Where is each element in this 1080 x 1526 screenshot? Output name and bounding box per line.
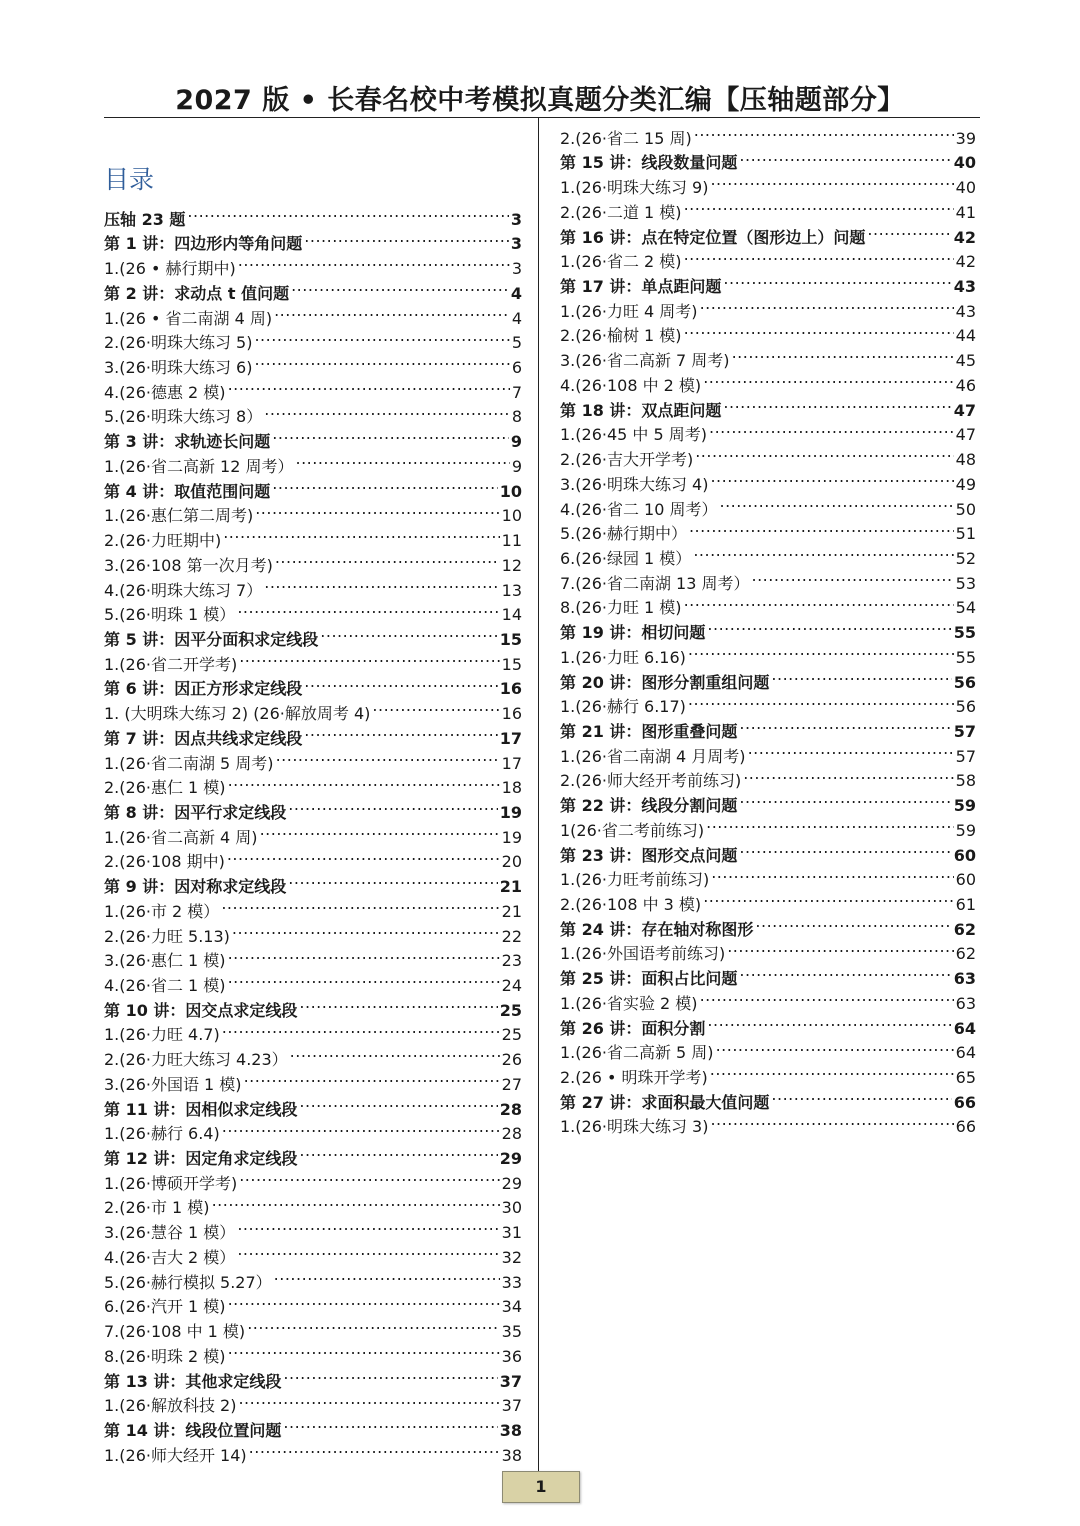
toc-dot-leader <box>723 391 951 416</box>
toc-entry-title: 第 15 讲：线段数量问题 <box>560 153 738 173</box>
toc-entry-page: 64 <box>953 1018 976 1038</box>
toc-entry-page: 52 <box>955 548 976 568</box>
toc-entry-page: 58 <box>955 771 976 791</box>
toc-entry-page: 60 <box>955 870 976 890</box>
toc-entry-page: 18 <box>501 778 522 798</box>
toc-dot-leader <box>720 490 954 515</box>
toc-dot-leader <box>689 515 954 540</box>
toc-dot-leader <box>743 762 953 787</box>
toc-entry-page: 44 <box>955 326 976 346</box>
toc-entry-title: 3.(26·明珠大练习 4) <box>560 474 709 494</box>
toc-entry-page: 14 <box>501 605 522 625</box>
toc-entry-title: 1.(26·省二南湖 5 周考) <box>104 753 274 773</box>
toc-dot-leader <box>752 564 954 589</box>
toc-entry-page: 29 <box>501 1173 522 1193</box>
toc-dot-leader <box>228 769 500 794</box>
toc-entry-title: 1.(26·省二南湖 4 月周考) <box>560 746 746 766</box>
toc-entry-title: 2.(26·吉大开学考) <box>560 450 694 470</box>
toc-entry-page: 37 <box>501 1396 522 1416</box>
toc-entry-page: 32 <box>501 1247 522 1267</box>
toc-entry-page: 15 <box>501 654 522 674</box>
toc-dot-leader <box>237 1213 499 1238</box>
toc-dot-leader <box>260 818 500 843</box>
toc-dot-leader <box>283 1362 497 1387</box>
toc-heading: 目录 <box>104 165 155 194</box>
toc-entry-title: 1.(26·力旺考前练习) <box>560 870 710 890</box>
toc-entry-page: 9 <box>511 456 522 476</box>
toc-entry-title: 1.(26·力旺 4.7) <box>104 1025 220 1045</box>
toc-entry-title: 1.(26 • 省二南湖 4 周) <box>104 308 273 328</box>
toc-entry-page: 3 <box>510 234 522 254</box>
toc-entry-page: 27 <box>501 1074 522 1094</box>
toc-dot-leader <box>732 341 954 366</box>
toc-entry-title: 1. (大明珠大练习 2) (26·解放周考 4) <box>104 704 371 724</box>
toc-entry-title: 第 18 讲：双点距问题 <box>560 400 722 420</box>
toc-entry-page: 53 <box>955 573 976 593</box>
toc-entry-page: 6 <box>511 358 522 378</box>
toc-dot-leader <box>707 613 951 638</box>
toc-entry-page: 13 <box>501 580 522 600</box>
toc-entry-title: 2.(26·力旺大练习 4.23） <box>104 1050 288 1070</box>
toc-dot-leader <box>221 892 499 917</box>
toc-entry-title: 2.(26·省二 15 周) <box>560 128 692 148</box>
toc-entry-title: 5.(26·明珠 1 模） <box>104 605 236 625</box>
toc-dot-leader <box>703 885 953 910</box>
toc-dot-leader <box>227 843 500 868</box>
toc-dot-leader <box>723 267 951 292</box>
toc-entry-title: 第 24 讲：存在轴对称图形 <box>560 919 754 939</box>
toc-entry-title: 3.(26·108 第一次月考) <box>104 555 273 575</box>
toc-entry-title: 1.(26·省二高新 12 周考） <box>104 456 294 476</box>
toc-dot-leader <box>688 638 954 663</box>
toc-entry-title: 1.(26·赫行 6.17) <box>560 697 686 717</box>
toc-entry-title: 4.(26·德惠 2 模) <box>104 382 226 402</box>
toc-entry-title: 第 12 讲：因定角求定线段 <box>104 1149 298 1169</box>
toc-entry-title: 2.(26·力旺 5.13) <box>104 926 230 946</box>
toc-dot-leader <box>706 811 954 836</box>
toc-dot-leader <box>228 942 500 967</box>
toc-entry-title: 第 8 讲：因平行求定线段 <box>104 802 287 822</box>
toc-entry-title: 6.(26·汽开 1 模) <box>104 1297 226 1317</box>
toc-entry-page: 17 <box>499 728 522 748</box>
toc-dot-leader <box>304 719 497 744</box>
toc-entry-page: 7 <box>511 382 522 402</box>
toc-entry-title: 2.(26·108 中 3 模) <box>560 895 702 914</box>
toc-entry-title: 1.(26·惠仁第二周考) <box>104 506 254 526</box>
toc-dot-leader <box>684 589 954 614</box>
toc-entry-page: 10 <box>501 506 522 526</box>
toc-dot-leader <box>237 1238 499 1263</box>
toc-dot-leader <box>254 324 509 349</box>
toc-dot-leader <box>716 1034 954 1059</box>
toc-entry-title: 1.(26·赫行 6.4) <box>104 1124 220 1144</box>
toc-entry-title: 2.(26·二道 1 模) <box>560 202 682 222</box>
toc-dot-leader <box>299 1090 497 1115</box>
toc-entry-title: 1.(26·力旺 6.16) <box>560 647 686 667</box>
toc-entry-title: 1.(26·省实验 2 模) <box>560 993 698 1013</box>
toc-entry-title: 第 27 讲：求面积最大值问题 <box>560 1092 770 1112</box>
toc-dot-leader <box>695 440 953 465</box>
toc-entry-page: 62 <box>955 944 976 964</box>
toc-entry-title: 2.(26·市 1 模) <box>104 1198 210 1218</box>
toc-dot-leader <box>228 966 500 991</box>
toc-right-column <box>560 119 976 1137</box>
toc-entry-page: 20 <box>501 852 522 872</box>
toc-entry-title: 第 9 讲：因对称求定线段 <box>104 877 287 897</box>
toc-dot-leader <box>684 243 954 268</box>
toc-entry-title: 1(26·省二考前练习) <box>560 820 705 840</box>
toc-entry-title: 第 23 讲：图形交点问题 <box>560 845 738 865</box>
toc-entry-page: 8 <box>511 407 522 427</box>
toc-entry-title: 1.(26·明珠大练习 9) <box>560 178 709 198</box>
toc-dot-leader <box>272 472 497 497</box>
toc-dot-leader <box>684 193 954 218</box>
toc-entry-page: 42 <box>955 252 976 272</box>
toc-entry-page: 60 <box>953 845 976 865</box>
toc-entry-page: 47 <box>955 425 976 445</box>
toc-dot-leader <box>304 670 497 695</box>
toc-entry-page: 11 <box>501 531 522 551</box>
toc-dot-leader <box>288 793 497 818</box>
toc-dot-leader <box>288 867 497 892</box>
toc-entry-page: 25 <box>501 1025 522 1045</box>
toc-entry-page: 31 <box>501 1223 522 1243</box>
toc-entry-page: 55 <box>953 623 976 643</box>
toc-dot-leader <box>275 546 500 571</box>
toc-entry-page: 54 <box>955 598 976 618</box>
toc-entry-title: 1.(26 • 赫行期中) <box>104 259 236 279</box>
toc-entry-title: 7.(26·108 中 1 模) <box>104 1322 246 1342</box>
toc-entry-page: 64 <box>955 1043 976 1063</box>
toc-entry-page: 3 <box>511 259 522 279</box>
toc-entry-page: 57 <box>955 746 976 766</box>
toc-entry-page: 28 <box>501 1124 522 1144</box>
toc-entry-title: 1.(26·省二开学考) <box>104 654 238 674</box>
toc-dot-leader <box>372 694 499 719</box>
toc-entry-title: 1.(26·师大经开 14) <box>104 1445 247 1465</box>
toc-entry-page: 15 <box>499 629 522 649</box>
toc-entry-title: 2.(26·师大经开考前练习) <box>560 771 742 791</box>
toc-entry-page: 9 <box>510 432 522 452</box>
toc-dot-leader <box>700 984 954 1009</box>
toc-entry-page: 57 <box>953 721 976 741</box>
toc-entry-page: 5 <box>511 333 522 353</box>
toc-entry-page: 26 <box>501 1050 522 1070</box>
toc-entry-title: 5.(26·明珠大练习 8） <box>104 407 263 427</box>
toc-dot-leader <box>727 935 953 960</box>
toc-entry-page: 47 <box>953 400 976 420</box>
toc-entry-page: 43 <box>953 277 976 297</box>
toc-entry-page: 59 <box>953 796 976 816</box>
toc-dot-leader <box>709 416 954 441</box>
toc-dot-leader <box>693 539 953 564</box>
toc-entry-page: 56 <box>955 697 976 717</box>
toc-entry-page: 16 <box>499 679 522 699</box>
toc-entry-title: 2.(26 • 明珠开学考) <box>560 1068 708 1088</box>
toc-entry-title: 压轴 23 题 <box>104 209 186 229</box>
toc-entry-page: 41 <box>955 202 976 222</box>
toc-dot-leader <box>867 218 951 243</box>
toc-dot-leader <box>290 1040 500 1065</box>
toc-entry-title: 3.(26·省二高新 7 周考) <box>560 351 730 371</box>
toc-entry-page: 4 <box>511 308 522 328</box>
toc-entry-title: 1.(26·解放科技 2) <box>104 1396 237 1416</box>
toc-entry-title: 第 25 讲：面积占比问题 <box>560 969 738 989</box>
toc-dot-leader <box>238 1387 499 1412</box>
toc-dot-leader <box>228 1288 500 1313</box>
toc-dot-leader <box>238 249 510 274</box>
toc-dot-leader <box>299 991 497 1016</box>
toc-entry-title: 4.(26·吉大 2 模） <box>104 1247 236 1267</box>
toc-dot-leader <box>304 225 509 250</box>
toc-dot-leader <box>223 521 499 546</box>
header-divider <box>104 117 980 118</box>
toc-entry-title: 1.(26·力旺 4 周考) <box>560 301 698 321</box>
toc-entry-page: 40 <box>953 153 976 173</box>
toc-dot-leader <box>684 317 954 342</box>
toc-entry-page: 25 <box>499 1000 522 1020</box>
toc-dot-leader <box>296 447 510 472</box>
toc-entry-page: 10 <box>499 481 522 501</box>
toc-entry-title: 7.(26·省二南湖 13 周考） <box>560 573 750 593</box>
toc-dot-leader <box>739 786 951 811</box>
toc-entry-page: 63 <box>955 993 976 1013</box>
toc-entry-page: 56 <box>953 672 976 692</box>
toc-item-entry[interactable] <box>560 119 976 148</box>
toc-entry-page: 43 <box>955 301 976 321</box>
toc-entry-title: 第 19 讲：相切问题 <box>560 623 706 643</box>
toc-entry-title: 第 17 讲：单点距问题 <box>560 277 722 297</box>
toc-dot-leader <box>299 1139 497 1164</box>
toc-dot-leader <box>237 596 499 621</box>
toc-entry-title: 8.(26·明珠 2 模) <box>104 1346 226 1366</box>
toc-entry-title: 1.(26·市 2 模） <box>104 901 220 921</box>
toc-dot-leader <box>276 744 500 769</box>
toc-entry-page: 28 <box>499 1099 522 1119</box>
toc-entry-page: 19 <box>499 802 522 822</box>
toc-dot-leader <box>239 645 499 670</box>
toc-dot-leader <box>739 144 951 169</box>
toc-entry-title: 6.(26·绿园 1 模） <box>560 548 692 568</box>
toc-dot-leader <box>748 737 954 762</box>
toc-entry-title: 第 1 讲：四边形内等角问题 <box>104 234 303 254</box>
toc-entry-title: 1.(26·外国语考前练习) <box>560 944 726 964</box>
toc-entry-page: 30 <box>501 1198 522 1218</box>
toc-dot-leader <box>283 1411 497 1436</box>
toc-entry-title: 5.(26·赫行模拟 5.27） <box>104 1272 272 1292</box>
toc-entry-page: 66 <box>953 1092 976 1112</box>
toc-dot-leader <box>272 422 509 447</box>
toc-entry-title: 第 10 讲：因交点求定线段 <box>104 1000 298 1020</box>
toc-entry-title: 第 5 讲：因平分面积求定线段 <box>104 629 319 649</box>
toc-dot-leader <box>771 663 951 688</box>
toc-dot-leader <box>255 497 499 522</box>
toc-entry-title: 1.(26·省二高新 4 周) <box>104 827 258 847</box>
toc-dot-leader <box>710 1058 954 1083</box>
toc-entry-page: 24 <box>501 976 522 995</box>
toc-entry-title: 第 11 讲：因相似求定线段 <box>104 1099 298 1119</box>
toc-dot-leader <box>320 620 497 645</box>
toc-entry-page: 49 <box>955 474 976 494</box>
toc-entry-title: 3.(26·惠仁 1 模) <box>104 951 226 971</box>
toc-entry-page: 36 <box>501 1346 522 1366</box>
toc-entry-page: 21 <box>501 901 522 921</box>
toc-dot-leader <box>700 292 954 317</box>
toc-dot-leader <box>703 366 953 391</box>
toc-dot-leader <box>688 688 954 713</box>
toc-entry-title: 第 21 讲：图形重叠问题 <box>560 721 738 741</box>
toc-entry-title: 第 14 讲：线段位置问题 <box>104 1420 282 1440</box>
toc-entry-title: 3.(26·明珠大练习 6) <box>104 358 253 378</box>
toc-entry-title: 第 20 讲：图形分割重组问题 <box>560 672 770 692</box>
toc-entry-title: 2.(26·108 期中) <box>104 852 225 872</box>
toc-entry-page: 46 <box>955 375 976 395</box>
toc-entry-page: 34 <box>501 1297 522 1317</box>
toc-entry-title: 第 26 讲：面积分割 <box>560 1018 706 1038</box>
toc-entry-page: 63 <box>953 969 976 989</box>
toc-dot-leader <box>228 373 510 398</box>
toc-entry-page: 4 <box>510 283 522 303</box>
toc-entry-title: 4.(26·108 中 2 模) <box>560 375 702 395</box>
toc-entry-title: 第 16 讲：点在特定位置（图形边上）问题 <box>560 227 866 247</box>
column-divider <box>538 117 539 1472</box>
toc-entry-page: 38 <box>501 1445 522 1465</box>
toc-entry-page: 35 <box>501 1322 522 1342</box>
toc-dot-leader <box>264 571 499 596</box>
toc-dot-leader <box>232 917 500 942</box>
toc-entry-title: 4.(26·省二 10 周考） <box>560 499 718 519</box>
toc-entry-title: 第 2 讲：求动点 t 值问题 <box>104 283 290 303</box>
document-title: 2027 版 • 长春名校中考模拟真题分类汇编【压轴题部分】 <box>175 85 905 116</box>
toc-entry-title: 1.(26·博硕开学考) <box>104 1173 238 1193</box>
toc-dot-leader <box>710 1108 953 1133</box>
toc-entry-page: 38 <box>499 1420 522 1440</box>
toc-entry-page: 29 <box>499 1149 522 1169</box>
toc-entry-page: 61 <box>955 895 976 914</box>
toc-dot-leader <box>771 1083 951 1108</box>
toc-dot-leader <box>222 1016 500 1041</box>
toc-entry-title: 4.(26·明珠大练习 7） <box>104 580 263 600</box>
toc-dot-leader <box>274 1263 500 1288</box>
toc-entry-page: 51 <box>955 524 976 544</box>
toc-entry-page: 50 <box>955 499 976 519</box>
toc-dot-leader <box>710 168 953 193</box>
toc-dot-leader <box>222 1115 500 1140</box>
toc-dot-leader <box>739 959 951 984</box>
toc-entry-title: 4.(26·省二 1 模) <box>104 976 226 995</box>
toc-entry-page: 23 <box>501 951 522 971</box>
toc-entry-title: 1.(26·45 中 5 周考) <box>560 425 707 445</box>
toc-dot-leader <box>274 299 510 324</box>
toc-entry-title: 2.(26·惠仁 1 模) <box>104 778 226 798</box>
toc-entry-page: 39 <box>955 128 976 148</box>
toc-entry-page: 12 <box>501 555 522 575</box>
toc-dot-leader <box>291 274 509 299</box>
toc-entry-page: 16 <box>501 704 522 724</box>
toc-entry-title: 8.(26·力旺 1 模) <box>560 598 682 618</box>
toc-section-entry[interactable] <box>104 200 522 229</box>
toc-entry-page: 55 <box>955 647 976 667</box>
page-number-badge: 1 <box>502 1471 580 1503</box>
toc-entry-title: 2.(26·力旺期中) <box>104 531 222 551</box>
toc-dot-leader <box>711 861 953 886</box>
toc-dot-leader <box>247 1312 499 1337</box>
toc-entry-title: 1.(26·省二高新 5 周) <box>560 1043 714 1063</box>
toc-entry-page: 59 <box>955 820 976 840</box>
toc-dot-leader <box>228 1337 500 1362</box>
toc-entry-page: 45 <box>955 351 976 371</box>
toc-entry-title: 2.(26·明珠大练习 5) <box>104 333 253 353</box>
toc-dot-leader <box>707 1009 951 1034</box>
toc-dot-leader <box>212 1189 500 1214</box>
toc-entry-title: 3.(26·慧谷 1 模） <box>104 1223 236 1243</box>
toc-entry-title: 第 22 讲：线段分割问题 <box>560 796 738 816</box>
toc-entry-page: 42 <box>953 227 976 247</box>
toc-entry-page: 66 <box>955 1117 976 1137</box>
toc-entry-title: 第 7 讲：因点共线求定线段 <box>104 728 303 748</box>
toc-entry-page: 40 <box>955 178 976 198</box>
toc-left-column <box>104 200 522 1465</box>
toc-dot-leader <box>694 119 954 144</box>
toc-entry-title: 第 4 讲：取值范围问题 <box>104 481 271 501</box>
toc-entry-title: 3.(26·外国语 1 模) <box>104 1074 242 1094</box>
toc-entry-title: 2.(26·榆树 1 模) <box>560 326 682 346</box>
toc-dot-leader <box>249 1436 500 1461</box>
toc-dot-leader <box>244 1065 500 1090</box>
toc-entry-page: 33 <box>501 1272 522 1292</box>
toc-entry-page: 62 <box>953 919 976 939</box>
toc-entry-title: 第 6 讲：因正方形求定线段 <box>104 679 303 699</box>
toc-entry-title: 第 3 讲：求轨迹长问题 <box>104 432 271 452</box>
toc-entry-page: 48 <box>955 450 976 470</box>
toc-entry-page: 37 <box>499 1371 522 1391</box>
toc-entry-page: 21 <box>499 877 522 897</box>
toc-dot-leader <box>710 465 953 490</box>
toc-dot-leader <box>254 348 509 373</box>
toc-entry-title: 1.(26·明珠大练习 3) <box>560 1117 709 1137</box>
toc-dot-leader <box>739 836 951 861</box>
toc-entry-page: 19 <box>501 827 522 847</box>
toc-dot-leader <box>755 910 951 935</box>
toc-dot-leader <box>739 712 951 737</box>
toc-entry-page: 17 <box>501 753 522 773</box>
toc-entry-title: 1.(26·省二 2 模) <box>560 252 682 272</box>
toc-dot-leader <box>187 200 508 225</box>
toc-entry-title: 5.(26·赫行期中） <box>560 524 687 544</box>
toc-entry-title: 第 13 讲：其他求定线段 <box>104 1371 282 1391</box>
toc-entry-page: 3 <box>510 209 522 229</box>
toc-entry-page: 65 <box>955 1068 976 1088</box>
toc-entry-page: 22 <box>501 926 522 946</box>
toc-dot-leader <box>239 1164 499 1189</box>
toc-dot-leader <box>264 398 510 423</box>
